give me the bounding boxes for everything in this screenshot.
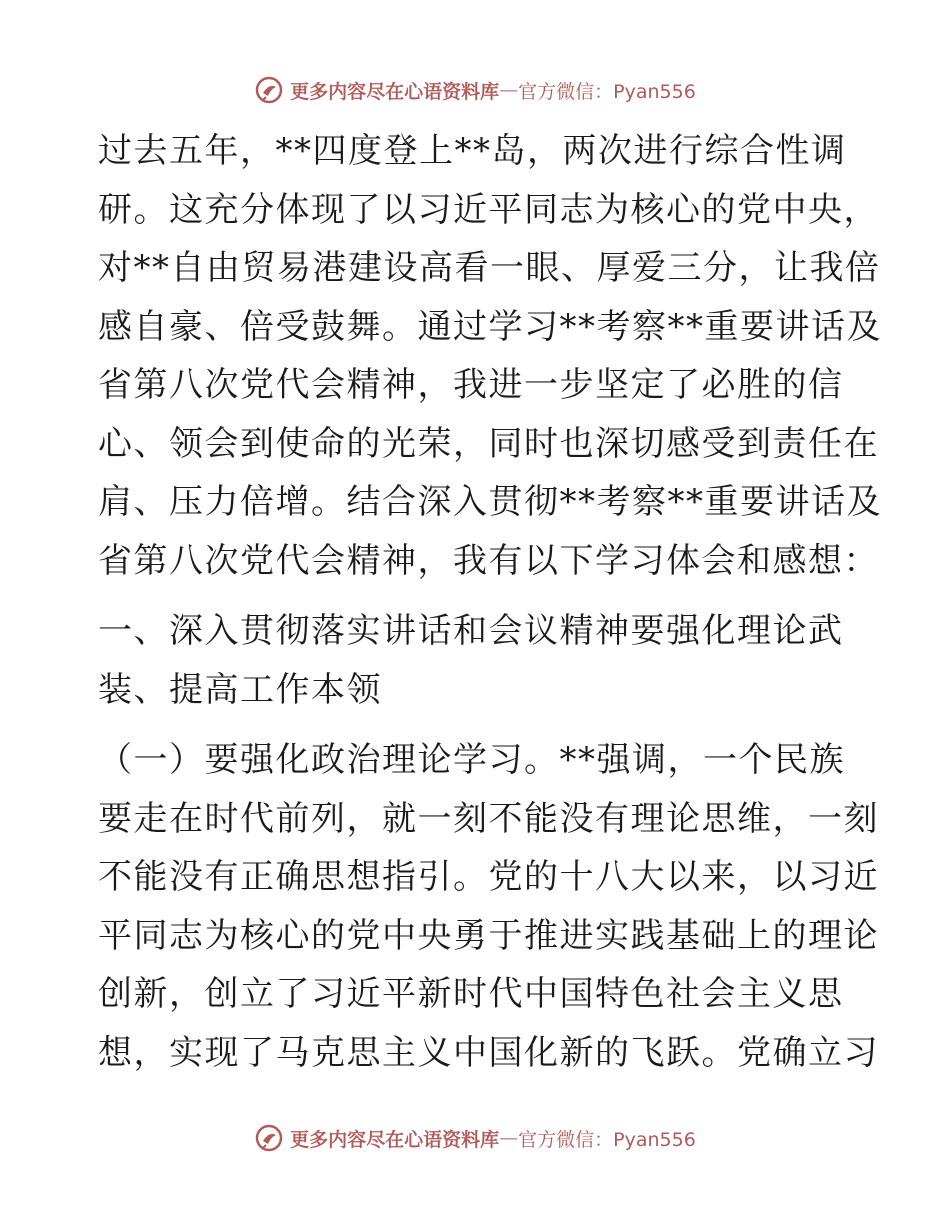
text-line: 肩、压力倍增。结合深入贯彻**考察**重要讲话及 [98,482,882,522]
heading-line: 装、提高工作本领 [98,669,382,710]
watermark-dash: — [499,79,519,101]
watermark-footer [0,1118,950,1158]
text-line: 想，实现了马克思主义中国化新的飞跃。党确立习 [98,1032,879,1073]
paragraph-subsection [98,731,879,1082]
watermark-contact-text: 官方微信：Pyan556 [518,1128,696,1151]
text-line: 平同志为核心的党中央勇于推进实践基础上的理论 [98,915,879,956]
watermark-contact-text: 官方微信：Pyan556 [518,80,696,103]
text-line: 心、领会到使命的光荣，同时也深切感受到责任在 [98,423,879,464]
text-line: 省第八次党代会精神，我进一步坚定了必胜的信 [98,365,844,405]
heading-line: 一、深入贯彻落实讲话和会议精神要强化理论武 [98,611,844,651]
text-line: 省第八次党代会精神，我有以下学习体会和感想： [98,540,879,581]
watermark-dash: — [499,1127,519,1149]
logo-icon [254,1123,284,1153]
watermark-main-text: 更多内容尽在心语资料库 [290,80,500,103]
text-line: （一）要强化政治理论学习。**强调，一个民族 [98,740,845,780]
text-line: 感自豪、倍受鼓舞。通过学习**考察**重要讲话及 [98,306,882,347]
logo-icon [254,75,284,105]
text-line: 对**自由贸易港建设高看一眼、厚爱三分，让我倍 [98,248,881,288]
text-line: 研。这充分体现了以习近平同志为核心的党中央， [98,189,879,230]
text-line: 创新，创立了习近平新时代中国特色社会主义思 [98,974,844,1014]
section-heading [98,602,858,719]
paragraph-intro [98,122,882,590]
watermark-header [0,70,950,110]
text-line: 要走在时代前列，就一刻不能没有理论思维，一刻 [98,798,879,839]
document-body [98,122,882,1082]
watermark-main-text: 更多内容尽在心语资料库 [290,1128,500,1151]
text-line: 不能没有正确思想指引。党的十八大以来，以习近 [98,857,879,897]
text-line: 过去五年，**四度登上**岛，两次进行综合性调 [98,131,847,171]
